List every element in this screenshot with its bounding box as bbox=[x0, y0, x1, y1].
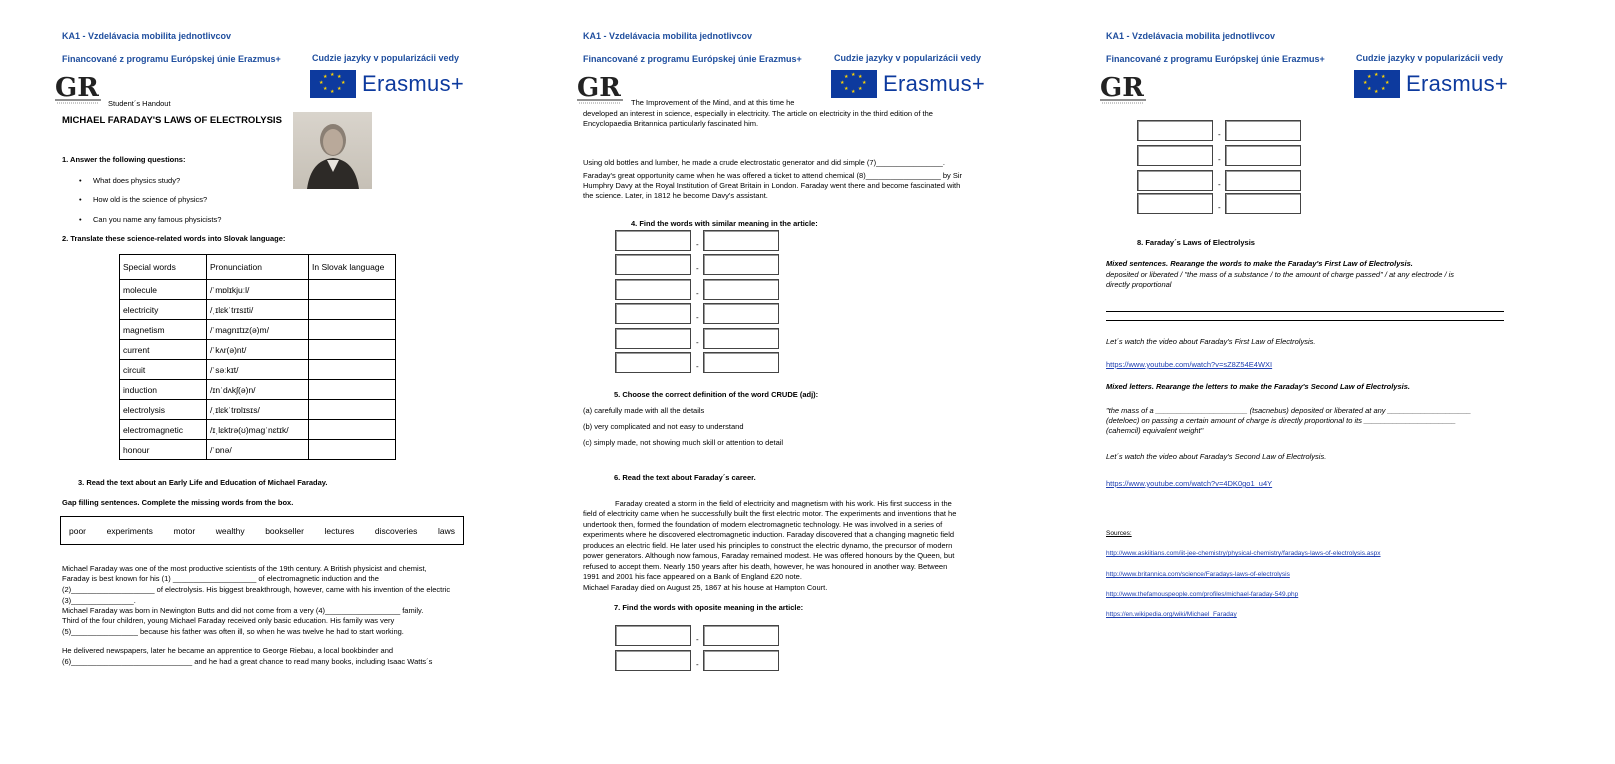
header-course: Cudzie jazyky v popularizácii vedy bbox=[834, 53, 982, 63]
table-row bbox=[120, 400, 396, 420]
text-line: (2)____________________ of electrolysis. His biggest breakthrough, however, came with his invention of the electric bbox=[62, 585, 451, 594]
word-box bbox=[60, 516, 464, 545]
source-link[interactable]: http://www.askiitians.com/iit-jee-chemistry/physical-chemistry/faradays-laws-of-electrolysis.aspx bbox=[1106, 550, 1381, 557]
table-row bbox=[120, 320, 396, 340]
page-3 bbox=[1090, 0, 1610, 764]
text-line: Michael Faraday was born in Newington Butts and did not come from a very (4)__________________ family. bbox=[62, 606, 424, 615]
q1-item: What does physics study? bbox=[93, 176, 181, 185]
page-2 bbox=[545, 0, 1065, 764]
text-line: Michael Faraday died on August 25, 1867 at his house at Hampton Court. bbox=[583, 583, 828, 592]
translation-cell[interactable] bbox=[309, 320, 396, 340]
word-box-item: experiments bbox=[106, 525, 153, 536]
eu-flag-icon: ★ ★ ★ ★ ★ ★ ★ ★ bbox=[1354, 70, 1400, 98]
question-6: 6. Read the text about Faraday´s career. bbox=[614, 473, 756, 482]
dash: - bbox=[696, 313, 699, 322]
dash: - bbox=[1218, 130, 1221, 139]
text-line: (deteloec) on passing a certain amount of charge is directly proportional to its ______________________ bbox=[1106, 416, 1456, 425]
handout-label: Student´s Handout bbox=[108, 99, 171, 108]
question-1: 1. Answer the following questions: bbox=[62, 155, 186, 164]
mixed-sentences-title: Mixed sentences. Rearange the words to make the Faraday's First Law of Electrolysis. bbox=[1106, 259, 1413, 268]
translation-cell[interactable] bbox=[309, 360, 396, 380]
vocabulary-table bbox=[119, 254, 396, 460]
answer-line[interactable] bbox=[1106, 320, 1504, 321]
q1-bullet: • bbox=[79, 195, 82, 204]
erasmus-label: Erasmus+ bbox=[883, 71, 986, 96]
answer-box[interactable] bbox=[1137, 170, 1213, 191]
header-project: KA1 - Vzdelávacia mobilita jednotlivcov bbox=[583, 31, 753, 41]
text-line: field of electricity came when he successfully built the first electric motor. The experiments and inventions that he bbox=[583, 509, 957, 518]
eu-flag-icon: ★ ★ ★ ★ ★ ★ ★ ★ bbox=[831, 70, 877, 98]
text-line: 1991 and 2001 his face appeared on a Bank of England £20 note. bbox=[583, 572, 802, 581]
erasmus-label: Erasmus+ bbox=[1406, 71, 1509, 96]
word-box-item: discoveries bbox=[374, 525, 418, 536]
question-2: 2. Translate these science-related words into Slovak language: bbox=[62, 234, 286, 243]
dash: - bbox=[1218, 180, 1221, 189]
text-line: directly proportional bbox=[1106, 280, 1172, 289]
sources-title: Sources: bbox=[1106, 530, 1132, 537]
answer-box[interactable] bbox=[1225, 120, 1301, 141]
option-b[interactable]: (b) very complicated and not easy to understand bbox=[583, 422, 744, 431]
source-link[interactable]: http://www.britannica.com/science/Faradays-laws-of-electrolysis bbox=[1106, 571, 1290, 578]
text-line: undertook then, formed the foundation of modern electromagnetic technology. He was involved in a series of bbox=[583, 520, 943, 529]
answer-box[interactable] bbox=[615, 230, 691, 251]
translation-cell[interactable] bbox=[309, 340, 396, 360]
word-cell: electricity bbox=[120, 300, 207, 320]
header-project: KA1 - Vzdelávacia mobilita jednotlivcov bbox=[62, 31, 232, 41]
answer-box[interactable] bbox=[1225, 145, 1301, 166]
dash: - bbox=[1218, 203, 1221, 212]
q1-bullet: • bbox=[79, 215, 82, 224]
header-funding: Financované z programu Európskej únie Erazmus+ bbox=[62, 54, 281, 64]
source-link[interactable]: http://www.thefamouspeople.com/profiles/michael-faraday-549.php bbox=[1106, 591, 1299, 598]
erasmus-logo bbox=[1354, 70, 1508, 98]
dash: - bbox=[696, 362, 699, 371]
dash: - bbox=[696, 635, 699, 644]
answer-box[interactable] bbox=[615, 279, 691, 300]
text-line: (6)_____________________________ and he had a great chance to read many books, including Isaac Watts´s bbox=[62, 657, 433, 666]
text-line: Faraday is best known for his (1) ____________________ of electromagnetic induction and the bbox=[62, 574, 379, 583]
word-box-item: laws bbox=[437, 525, 455, 536]
table-row bbox=[120, 280, 396, 300]
table-header-row bbox=[120, 255, 396, 280]
mixed-letters-title: Mixed letters. Rearange the letters to make the Faraday's Second Law of Electrolysis. bbox=[1106, 382, 1410, 391]
school-logo-icon bbox=[575, 70, 625, 106]
text-line: The Improvement of the Mind, and at this time he bbox=[631, 98, 795, 107]
gap-instruction: Gap filling sentences. Complete the missing words from the box. bbox=[62, 498, 294, 507]
text-line: Faraday created a storm in the field of electricity and magnetism with his work. His first success in the bbox=[615, 499, 952, 508]
word-box-item: wealthy bbox=[215, 525, 245, 536]
header-funding: Financované z programu Európskej únie Erazmus+ bbox=[1106, 54, 1325, 64]
answer-box[interactable] bbox=[615, 352, 691, 373]
word-box-item: lectures bbox=[324, 525, 355, 536]
table-header: Special words bbox=[120, 255, 207, 280]
text-line: deposited or liberated / "the mass of a substance / to the amount of charge passed" / at any electrode / is bbox=[1106, 270, 1455, 279]
answer-box[interactable] bbox=[1137, 120, 1213, 141]
answer-box[interactable] bbox=[1225, 193, 1301, 214]
header-project: KA1 - Vzdelávacia mobilita jednotlivcov bbox=[1106, 31, 1276, 41]
pronunciation-cell: /ˈɒnə/ bbox=[207, 440, 309, 460]
translation-cell[interactable] bbox=[309, 440, 396, 460]
table-row bbox=[120, 360, 396, 380]
text-line: the science. Later, in 1812 he become Davy's assistant. bbox=[583, 191, 768, 200]
table-row bbox=[120, 300, 396, 320]
svg-text:GR: GR bbox=[577, 73, 621, 103]
answer-box[interactable] bbox=[703, 254, 779, 275]
watch-instruction: Let´s watch the video about Faraday's Second Law of Electrolysis. bbox=[1106, 452, 1327, 461]
table-row bbox=[120, 380, 396, 400]
question-7: 7. Find the words with oposite meaning in the article: bbox=[614, 603, 804, 612]
watch-instruction: Let´s watch the video about Faraday's First Law of Electrolysis. bbox=[1106, 337, 1316, 346]
text-line: Faraday's great opportunity came when he was offered a ticket to attend chemical (8)__________________ by Sir bbox=[583, 171, 963, 180]
word-cell: circuit bbox=[120, 360, 207, 380]
answer-box[interactable] bbox=[703, 352, 779, 373]
text-line: Third of the four children, young Michael Faraday received only basic education. His family was very bbox=[62, 616, 395, 625]
answer-box[interactable] bbox=[615, 650, 691, 671]
school-logo-icon bbox=[53, 70, 103, 106]
text-line: Humphry Davy at the Royal Institution of Great Britain in London. Faraday went there and become fascinated with bbox=[583, 181, 961, 190]
answer-box[interactable] bbox=[1137, 193, 1213, 214]
text-line: (5)________________ because his father was often ill, so when he was twelve he had to start working. bbox=[62, 627, 404, 636]
dash: - bbox=[696, 289, 699, 298]
pronunciation-cell: /ɪnˈdʌkʃ(ə)n/ bbox=[207, 380, 309, 400]
word-box-item: poor bbox=[69, 525, 87, 536]
word-cell: induction bbox=[120, 380, 207, 400]
text-line: produces an electric field. He later used his principles to construct the electric dynamo, the precursor of modern bbox=[583, 541, 953, 550]
table-row bbox=[120, 340, 396, 360]
answer-box[interactable] bbox=[703, 230, 779, 251]
q1-item: Can you name any famous physicists? bbox=[93, 215, 222, 224]
dash: - bbox=[696, 338, 699, 347]
word-cell: molecule bbox=[120, 280, 207, 300]
page-1 bbox=[0, 0, 520, 764]
question-4: 4. Find the words with similar meaning in the article: bbox=[631, 219, 818, 228]
table-row bbox=[120, 440, 396, 460]
answer-box[interactable] bbox=[615, 254, 691, 275]
translation-cell[interactable] bbox=[309, 300, 396, 320]
school-logo-icon bbox=[1098, 70, 1148, 106]
table-row bbox=[120, 420, 396, 440]
word-cell: honour bbox=[120, 440, 207, 460]
pronunciation-cell: /ˌɪlɛkˈtrɪsɪti/ bbox=[207, 300, 309, 320]
text-line: "the mass of a ______________________ (tsacnebus) deposited or liberated at any ____________________ bbox=[1106, 406, 1472, 415]
header-course: Cudzie jazyky v popularizácii vedy bbox=[1356, 53, 1504, 63]
video-link-2[interactable]: https://www.youtube.com/watch?v=4DK0go1_u4Y bbox=[1106, 479, 1273, 488]
text-line: developed an interest in science, especially in electricity. The article on electricity in the third edition of the bbox=[583, 109, 933, 118]
word-cell: current bbox=[120, 340, 207, 360]
pronunciation-cell: /ˌɪlɛkˈtrɒlɪsɪs/ bbox=[207, 400, 309, 420]
text-line: Michael Faraday was one of the most productive scientists of the 19th century. A British physicist and chemist, bbox=[62, 564, 427, 573]
text-line: experiments where he discovered electromagnetic induction. Faraday discovered that a changing magnetic field bbox=[583, 530, 955, 539]
text-line: He delivered newspapers, later he became an apprentice to George Riebau, a local bookbinder and bbox=[62, 646, 394, 655]
dash: - bbox=[696, 240, 699, 249]
q1-bullet: • bbox=[79, 176, 82, 185]
answer-box[interactable] bbox=[703, 279, 779, 300]
erasmus-logo bbox=[831, 70, 985, 98]
table-header: In Slovak language bbox=[309, 255, 396, 280]
dash: - bbox=[696, 264, 699, 273]
eu-flag-icon: ★ ★ ★ ★ ★ ★ ★ ★ bbox=[310, 70, 356, 98]
word-box-item: bookseller bbox=[265, 525, 304, 536]
dash: - bbox=[1218, 155, 1221, 164]
pronunciation-cell: /ɪˌlɛktrə(ʊ)magˈnɛtɪk/ bbox=[207, 420, 309, 440]
table-header: Pronunciation bbox=[207, 255, 309, 280]
word-cell: electromagnetic bbox=[120, 420, 207, 440]
text-line: Encyclopaedia Britannica particularly fascinated him. bbox=[583, 119, 759, 128]
question-5: 5. Choose the correct definition of the word CRUDE (adj): bbox=[614, 390, 819, 399]
translation-cell[interactable] bbox=[309, 400, 396, 420]
answer-box[interactable] bbox=[615, 328, 691, 349]
faraday-portrait bbox=[293, 112, 372, 189]
answer-box[interactable] bbox=[615, 303, 691, 324]
text-line: Using old bottles and lumber, he made a crude electrostatic generator and did simple (7)________________. bbox=[583, 158, 945, 167]
question-8: 8. Faraday´s Laws of Electrolysis bbox=[1137, 238, 1255, 247]
svg-text:GR: GR bbox=[1100, 73, 1144, 103]
erasmus-logo bbox=[310, 70, 464, 98]
option-c[interactable]: (c) simply made, not showing much skill or attention to detail bbox=[583, 438, 784, 447]
svg-text:GR: GR bbox=[55, 73, 99, 103]
answer-box[interactable] bbox=[1137, 145, 1213, 166]
translation-cell[interactable] bbox=[309, 280, 396, 300]
header-funding: Financované z programu Európskej únie Erazmus+ bbox=[583, 54, 802, 64]
text-line: refused to accept them. Nearly 150 years after his death, however, he was honoured in another way. Between bbox=[583, 562, 948, 571]
answer-line[interactable] bbox=[1106, 311, 1504, 312]
word-box-item: motor bbox=[173, 525, 196, 536]
page-title: MICHAEL FARADAY'S LAWS OF ELECTROLYSIS bbox=[62, 115, 282, 126]
question-3: 3. Read the text about an Early Life and Education of Michael Faraday. bbox=[78, 478, 328, 487]
word-cell: electrolysis bbox=[120, 400, 207, 420]
option-a[interactable]: (a) carefully made with all the details bbox=[583, 406, 705, 415]
answer-box[interactable] bbox=[703, 650, 779, 671]
text-line: power generators. Although now famous, Faraday remained modest. He was offered honours by the Queen, but bbox=[583, 551, 955, 560]
pronunciation-cell: /ˈsəːkɪt/ bbox=[207, 360, 309, 380]
translation-cell[interactable] bbox=[309, 380, 396, 400]
pronunciation-cell: /ˈmagnɪtɪz(ə)m/ bbox=[207, 320, 309, 340]
source-link[interactable]: https://en.wikipedia.org/wiki/Michael_Faraday bbox=[1106, 611, 1237, 618]
answer-box[interactable] bbox=[703, 303, 779, 324]
translation-cell[interactable] bbox=[309, 420, 396, 440]
text-line: (3)_______________. bbox=[62, 596, 136, 605]
pronunciation-cell: /ˈkʌr(ə)nt/ bbox=[207, 340, 309, 360]
dash: - bbox=[696, 660, 699, 669]
text-line: (cahemcil) equivalent weight" bbox=[1106, 426, 1204, 435]
answer-box[interactable] bbox=[703, 625, 779, 646]
erasmus-label: Erasmus+ bbox=[362, 71, 465, 96]
answer-box[interactable] bbox=[1225, 170, 1301, 191]
answer-box[interactable] bbox=[703, 328, 779, 349]
pronunciation-cell: /ˈmɒlɪkjuːl/ bbox=[207, 280, 309, 300]
header-course: Cudzie jazyky v popularizácii vedy bbox=[312, 53, 460, 63]
q1-item: How old is the science of physics? bbox=[93, 195, 208, 204]
answer-box[interactable] bbox=[615, 625, 691, 646]
video-link-1[interactable]: https://www.youtube.com/watch?v=sZ8Z54E4WXI bbox=[1106, 360, 1273, 369]
word-cell: magnetism bbox=[120, 320, 207, 340]
